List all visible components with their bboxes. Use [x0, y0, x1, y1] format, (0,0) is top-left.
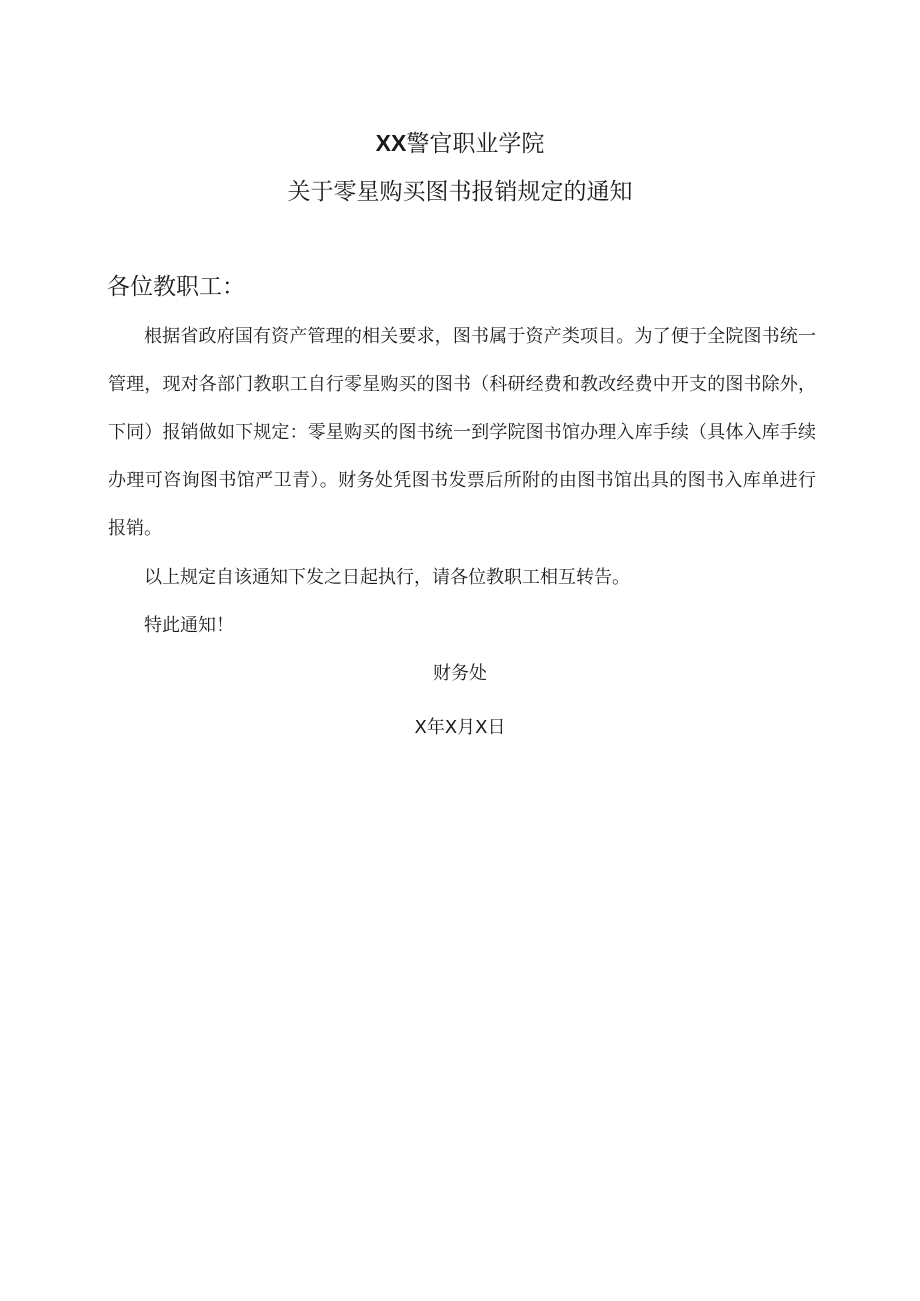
salutation: 各位教职工： [107, 274, 245, 300]
body-paragraph-regulation: 根据省政府国有资产管理的相关要求，图书属于资产类项目。为了便于全院图书统一管理，现对各部门教职工自行零星购买的图书（科研经费和教改经费中开支的图书除外，下同）报销做如下规定：零星购买的图书统一到学院图书馆办理入库手续（具体入库手续办理可咨询图书馆严卫青）。财务处凭图书发票后所附的由图书馆出具的图书入库单进行报销。 [108, 326, 816, 539]
body-paragraph-closing: 特此通知！ [144, 615, 234, 636]
body-paragraph-effective: 以上规定自该通知下发之日起执行，请各位教职工相互转告。 [144, 567, 630, 588]
title-institution: 警官职业学院 [406, 131, 545, 157]
signature-department: 财务处 [433, 663, 487, 684]
title-prefix: XX [375, 130, 407, 156]
document-title-line1 [0, 128, 920, 159]
document-title-line2: 关于零星购买图书报销规定的通知 [287, 179, 633, 205]
signature-date: X年X月X日 [414, 717, 506, 738]
